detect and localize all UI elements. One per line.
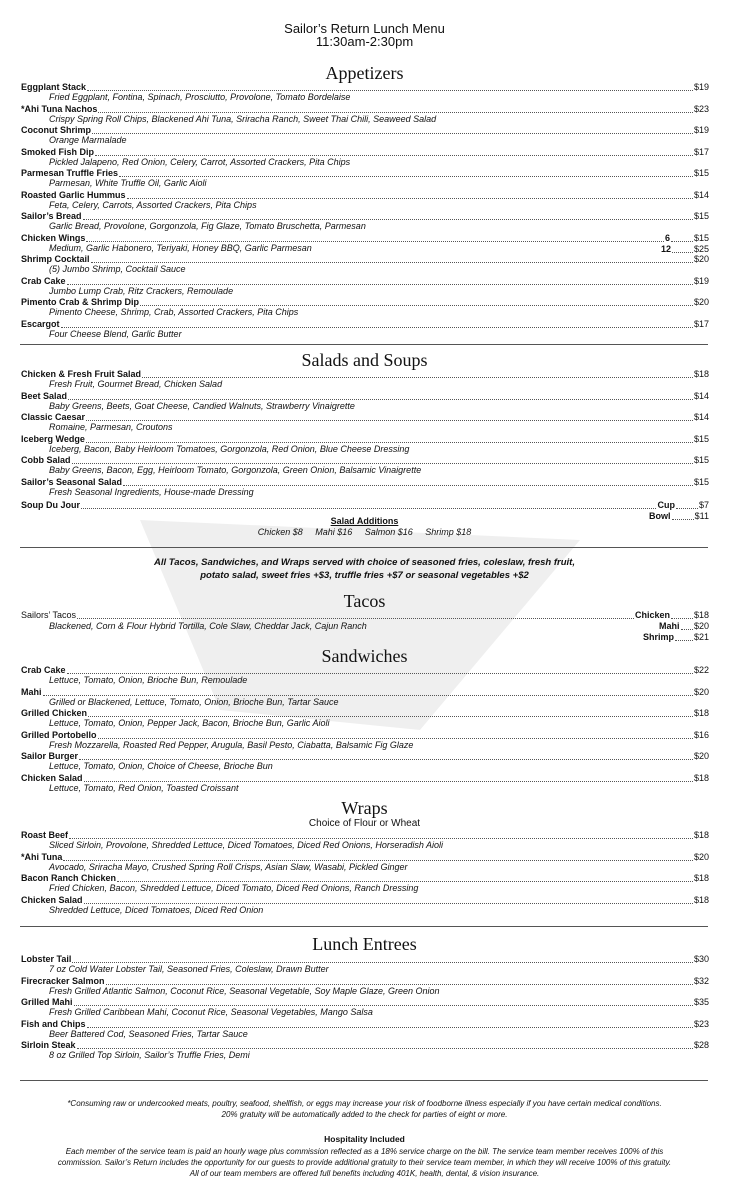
wraps-heading: Wraps [341, 798, 388, 818]
item-name: Eggplant Stack [21, 82, 87, 92]
menu-item-soup-du-jour [21, 499, 709, 511]
item-description: Fresh Seasonal Ingredients, House-made Dressing [49, 486, 254, 497]
item-description: Fresh Grilled Caribbean Mahi, Coconut Rice, Seasonal Vegetables, Mango Salsa [49, 1007, 373, 1017]
item-name: Iceberg Wedge [21, 433, 85, 444]
item-price: $22 [693, 665, 709, 675]
leader-dots [84, 902, 693, 904]
bowl-label: Bowl [649, 511, 671, 521]
item-description: Lettuce, Tomato, Red Onion, Toasted Croissant [49, 782, 239, 793]
item-name: Parmesan Truffle Fries [21, 168, 119, 178]
item-name: Pimento Crab & Shrimp Dip [21, 297, 140, 307]
leader-dots [127, 197, 693, 199]
item-name: Grilled Chicken [21, 708, 88, 718]
sandwiches-heading: Sandwiches [321, 646, 408, 666]
item-price: $32 [693, 975, 709, 986]
leader-dots [81, 507, 656, 509]
item-name: Sirloin Steak [21, 1040, 76, 1050]
item-price: $15 [693, 168, 709, 178]
item-name: Sailor Burger [21, 751, 79, 761]
item-alt-count: 12 [661, 243, 672, 254]
item-price: $23 [693, 103, 709, 114]
leader-dots [92, 132, 693, 134]
sides-notice-line2: potato salad, sweet fries +$3, truffle fries +$7 or seasonal vegetables +$2 [200, 570, 529, 581]
item-description: Avocado, Sriracha Mayo, Crushed Spring Roll Crisps, Asian Slaw, Wasabi, Pickled Ginger [49, 861, 408, 872]
item-price: $20 [693, 297, 709, 307]
food-safety-warning: *Consuming raw or undercooked meats, poultry, seafood, shellfish, or eggs may increase your risk of foodborne illness especially if you have certain medical conditions. [67, 1099, 662, 1108]
item-price: $15 [693, 433, 709, 444]
taco-option [643, 631, 709, 643]
leader-dots [69, 837, 693, 839]
item-name: Classic Caesar [21, 412, 86, 422]
item-description: Jumbo Lump Crab, Ritz Crackers, Remoulade [49, 285, 234, 296]
item-description: 7 oz Cold Water Lobster Tail, Seasoned Fries, Coleslaw, Drawn Butter [49, 964, 329, 974]
cup-price: $7 [698, 500, 709, 510]
item-description: Fried Eggplant, Fontina, Spinach, Prosciutto, Provolone, Tomato Bordelaise [49, 92, 351, 102]
menu-item-sailors-tacos [21, 609, 709, 621]
item-price: $20 [693, 851, 709, 862]
taco-option-label: Mahi [659, 621, 680, 631]
leader-dots [79, 758, 693, 760]
item-description: Feta, Celery, Carrots, Assorted Crackers, Pita Chips [49, 199, 257, 210]
entrees-heading: Lunch Entrees [312, 934, 417, 954]
item-name: Crab Cake [21, 275, 66, 286]
item-name: *Ahi Tuna [21, 851, 63, 862]
leader-dots [74, 1004, 693, 1006]
item-price: $20 [693, 254, 709, 264]
item-name: Escargot [21, 318, 60, 329]
item-description: Four Cheese Blend, Garlic Butter [49, 328, 182, 339]
item-price: $20 [693, 686, 709, 697]
salad-additions: Chicken $8 Mahi $16 Salmon $16 Shrimp $18 [257, 527, 472, 537]
item-name: Beet Salad [21, 390, 68, 401]
item-name: Roast Beef [21, 830, 69, 840]
leader-dots [86, 419, 693, 421]
item-description: Blackened, Corn & Flour Hybrid Tortilla, Cole Slaw, Cheddar Jack, Cajun Ranch [49, 621, 367, 631]
item-description: Romaine, Parmesan, Croutons [49, 422, 173, 432]
section-divider [20, 344, 708, 345]
item-price: $18 [693, 369, 709, 379]
item-description: Garlic Bread, Provolone, Gorgonzola, Fig Glaze, Tomato Bruschetta, Parmesan [49, 221, 366, 231]
leader-dots [68, 398, 693, 400]
leader-dots [98, 111, 693, 113]
item-name: Lobster Tail [21, 954, 72, 964]
leader-dots [681, 628, 693, 630]
item-description: Shredded Lettuce, Diced Tomatoes, Diced Red Onion [49, 904, 264, 915]
item-name: Grilled Mahi [21, 997, 73, 1007]
item-count: 6 [664, 232, 670, 243]
leader-dots [61, 326, 693, 328]
item-description: Beer Battered Cod, Seasoned Fries, Tartar Sauce [49, 1028, 248, 1039]
leader-dots [72, 961, 693, 963]
cup-label: Cup [657, 500, 675, 510]
leader-dots [77, 1047, 693, 1049]
item-price: $15 [693, 211, 709, 221]
leader-dots [671, 240, 693, 242]
item-description: (5) Jumbo Shrimp, Cocktail Sauce [49, 264, 186, 274]
item-description: Medium, Garlic Habonero, Teriyaki, Honey BBQ, Garlic Parmesan [49, 242, 312, 253]
item-description: Fresh Mozzarella, Roasted Red Pepper, Arugula, Basil Pesto, Ciabatta, Balsamic Fig Glaze [49, 739, 414, 750]
leader-dots [43, 694, 693, 696]
item-price: $17 [693, 318, 709, 329]
item-name: Crab Cake [21, 665, 66, 675]
leader-dots [84, 780, 693, 782]
item-name: Sailor’s Seasonal Salad [21, 476, 123, 487]
item-price: $15 [693, 455, 709, 465]
item-price: $19 [693, 275, 709, 286]
item-alt-price: $25 [693, 243, 709, 254]
item-name: Firecracker Salmon [21, 975, 105, 986]
sides-notice-line1: All Tacos, Sandwiches, and Wraps served with choice of seasoned fries, coleslaw, fresh fruit, [154, 557, 575, 568]
leader-dots [140, 304, 693, 306]
item-price: $18 [693, 772, 709, 783]
leader-dots [67, 672, 693, 674]
taco-option-label: Chicken [634, 610, 670, 620]
item-price: $16 [693, 729, 709, 740]
item-name: Roasted Garlic Hummus [21, 189, 126, 200]
item-price: $17 [693, 146, 709, 157]
item-name: Coconut Shrimp [21, 125, 91, 135]
item-description: Iceberg, Bacon, Baby Heirloom Tomatoes, Gorgonzola, Red Onion, Blue Cheese Dressing [49, 443, 410, 454]
leader-dots [87, 89, 693, 91]
item-description: Lettuce, Tomato, Onion, Choice of Cheese, Brioche Bun [49, 761, 273, 771]
item-name: Grilled Portobello [21, 729, 97, 740]
item-name: Chicken Salad [21, 772, 83, 783]
leader-dots [95, 154, 693, 156]
item-description: Parmesan, White Truffle Oil, Garlic Aioli [49, 178, 207, 188]
leader-dots [675, 639, 693, 641]
item-description: Baby Greens, Bacon, Egg, Heirloom Tomato, Gorgonzola, Green Onion, Balsamic Vinaigrette [49, 465, 422, 475]
leader-dots [123, 484, 693, 486]
item-name: Shrimp Cocktail [21, 254, 90, 264]
item-description: Orange Marmalade [49, 135, 127, 145]
leader-dots [72, 462, 693, 464]
item-description: Lettuce, Tomato, Onion, Brioche Bun, Remoulade [49, 675, 248, 685]
taco-option-price: $21 [693, 632, 709, 642]
leader-dots [86, 240, 664, 242]
hospitality-text-2: commission. Sailor’s Return includes the opportunity for our guests to provide additional gratuity to their service team member, in which they will receive 100% of this gratuity. [57, 1158, 672, 1167]
item-price: $14 [693, 390, 709, 401]
gratuity-note: 20% gratuity will be automatically added to the check for parties of eight or more. [221, 1110, 508, 1119]
hospitality-text-1: Each member of the service team is paid an hourly wage plus commission reflected as a 18% service charge on the bill. The service team member receives 100% of this [65, 1147, 664, 1156]
salad-additions-title: Salad Additions [330, 516, 399, 526]
item-description: Fresh Grilled Atlantic Salmon, Coconut Rice, Seasonal Vegetable, Soy Maple Glaze, Green Onion [49, 985, 440, 996]
item-price: $19 [693, 125, 709, 135]
leader-dots [676, 507, 698, 509]
item-name: Fish and Chips [21, 1018, 86, 1029]
taco-option-label: Shrimp [643, 632, 675, 642]
taco-option-price: $20 [693, 621, 709, 631]
item-name: Cobb Salad [21, 455, 71, 465]
item-name: Sailor’s Bread [21, 211, 82, 221]
appetizers-heading: Appetizers [325, 63, 404, 83]
item-price: $15 [693, 232, 709, 243]
item-description: Pimento Cheese, Shrimp, Crab, Assorted Crackers, Pita Chips [49, 307, 299, 317]
taco-option-price: $18 [693, 610, 709, 620]
item-description: Baby Greens, Beets, Goat Cheese, Candied Walnuts, Strawberry Vinaigrette [49, 400, 355, 411]
leader-dots [142, 376, 693, 378]
menu-title: Sailor’s Return Lunch Menu [284, 21, 445, 36]
item-name: Soup Du Jour [21, 500, 80, 510]
item-price: $14 [693, 189, 709, 200]
item-description: Pickled Jalapeno, Red Onion, Celery, Carrot, Assorted Crackers, Pita Chips [49, 156, 351, 167]
item-price: $20 [693, 751, 709, 761]
leader-dots [86, 441, 693, 443]
item-price: $18 [693, 830, 709, 840]
item-name: Mahi [21, 686, 42, 697]
item-price: $23 [693, 1018, 709, 1029]
tacos-heading: Tacos [343, 591, 386, 611]
section-divider [20, 1080, 708, 1081]
leader-dots [119, 175, 693, 177]
item-description: Grilled or Blackened, Lettuce, Tomato, Onion, Brioche Bun, Tartar Sauce [49, 696, 339, 707]
hospitality-title: Hospitality Included [324, 1134, 405, 1144]
item-price: $15 [693, 476, 709, 487]
item-price: $19 [693, 82, 709, 92]
item-name: Sailors’ Tacos [21, 610, 77, 620]
section-divider [20, 547, 708, 548]
item-price: $35 [693, 997, 709, 1007]
item-price: $18 [693, 708, 709, 718]
leader-dots [91, 261, 693, 263]
bowl-price: $11 [694, 511, 709, 521]
item-price: $18 [693, 894, 709, 905]
item-name: *Ahi Tuna Nachos [21, 103, 98, 114]
item-description: 8 oz Grilled Top Sirloin, Sailor’s Truffle Fries, Demi [49, 1050, 250, 1060]
item-description: Fried Chicken, Bacon, Shredded Lettuce, Diced Tomato, Diced Red Onions, Ranch Dressing [49, 883, 419, 893]
item-name: Chicken Salad [21, 894, 83, 905]
item-price: $18 [693, 873, 709, 883]
item-name: Chicken Wings [21, 232, 86, 243]
item-description: Lettuce, Tomato, Onion, Pepper Jack, Bacon, Brioche Bun, Garlic Aioli [49, 718, 330, 728]
item-description: Crispy Spring Roll Chips, Blackened Ahi Tuna, Sriracha Ranch, Sweet Thai Chili, Seaweed Salad [49, 113, 437, 124]
leader-dots [77, 617, 634, 619]
leader-dots [106, 983, 693, 985]
menu-hours: 11:30am-2:30pm [315, 34, 414, 49]
item-description: Sliced Sirloin, Provolone, Shredded Lettuce, Diced Tomatoes, Diced Red Onions, Horseradish Aioli [49, 840, 444, 850]
salads-heading: Salads and Soups [301, 350, 428, 370]
item-description: Fresh Fruit, Gourmet Bread, Chicken Salad [49, 379, 223, 389]
section-divider [20, 926, 708, 927]
leader-dots [88, 715, 693, 717]
leader-dots [117, 880, 693, 882]
item-name: Chicken & Fresh Fruit Salad [21, 369, 142, 379]
item-price: $14 [693, 412, 709, 422]
item-price: $28 [693, 1040, 709, 1050]
item-name: Smoked Fish Dip [21, 146, 95, 157]
leader-dots [671, 617, 693, 619]
leader-dots [83, 218, 693, 220]
wraps-subtitle: Choice of Flour or Wheat [308, 818, 421, 829]
hospitality-text-3: All of our team members are offered full benefits including 401K, health, dental, & vision insurance. [189, 1169, 540, 1178]
leader-dots [87, 1026, 693, 1028]
leader-dots [67, 283, 693, 285]
item-name: Bacon Ranch Chicken [21, 873, 117, 883]
item-price: $30 [693, 954, 709, 964]
leader-dots [63, 859, 693, 861]
leader-dots [98, 737, 693, 739]
